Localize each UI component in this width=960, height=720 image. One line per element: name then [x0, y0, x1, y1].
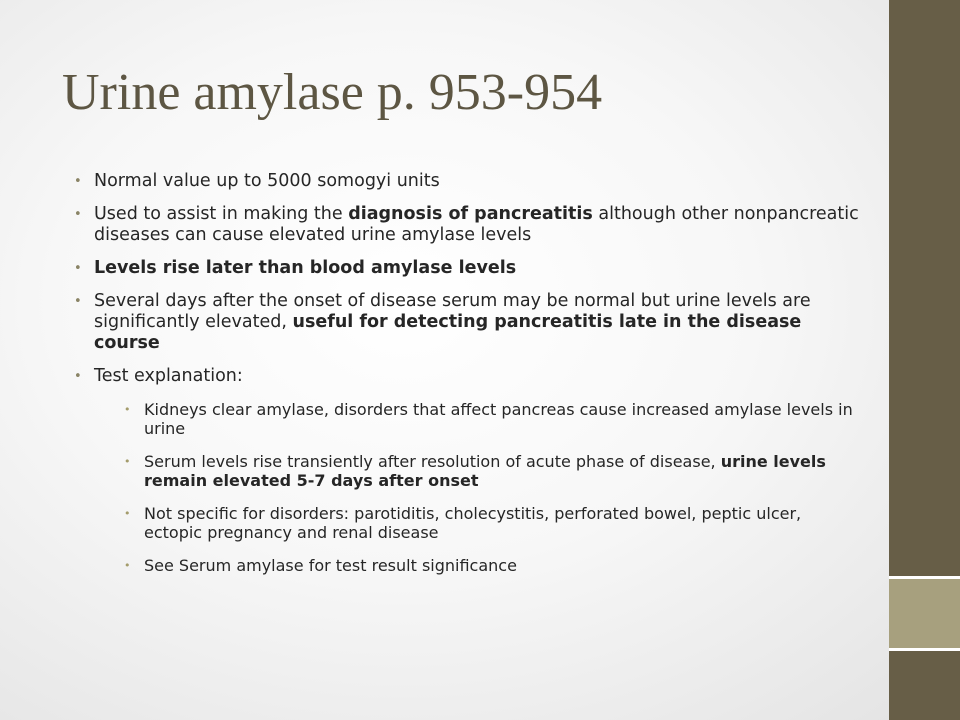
bullet-marker: • [74, 174, 82, 189]
sub-bullet-marker: • [124, 559, 131, 572]
bullet-text-bold: diagnosis of pancreatitis [348, 204, 593, 224]
bullet-text: Test explanation: [94, 366, 243, 386]
bullet-text: although other nonpancreatic diseases can cause elevated urine amylase levels [94, 204, 859, 245]
side-bar-middle-segment [889, 579, 960, 648]
bullet-item [74, 258, 864, 279]
bullet-text-bold: Levels rise later than blood amylase levels [94, 258, 517, 278]
side-bar-top-segment [889, 0, 960, 576]
bullet-text: Normal value up to 5000 somogyi units [94, 171, 440, 191]
bullet-marker: • [74, 369, 82, 384]
bullet-text: Used to assist in making the [94, 204, 349, 224]
bullet-item [74, 366, 864, 387]
slide-title: Urine amylase p. 953-954 [62, 64, 603, 121]
sub-bullet-text: Serum levels rise transiently after resolution of acute phase of disease, [144, 452, 721, 471]
sub-bullet-text: Not specific for disorders: parotiditis, cholecystitis, perforated bowel, peptic ulcer, ectopic pregnancy and renal disease [144, 504, 802, 542]
sub-bullet-list [74, 400, 864, 575]
sub-bullet-text-bold: urine levels remain elevated 5-7 days after onset [144, 452, 826, 490]
bullet-text: Several days after the onset of disease serum may be normal but urine levels are significantly elevated, [94, 291, 811, 332]
sub-bullet-item [124, 400, 864, 438]
sub-bullet-item [124, 504, 864, 542]
sub-bullet-marker: • [124, 455, 131, 468]
bullet-text-bold: useful for detecting pancreatitis late in the disease course [94, 312, 802, 353]
bullet-item [74, 204, 864, 246]
sub-bullet-marker: • [124, 403, 131, 416]
sub-bullet-text: See Serum amylase for test result significance [144, 556, 517, 575]
sub-bullet-item [124, 452, 864, 490]
decorative-side-bar [889, 0, 960, 720]
sub-bullet-marker: • [124, 507, 131, 520]
bullet-marker: • [74, 207, 82, 222]
sub-bullet-text: Kidneys clear amylase, disorders that affect pancreas cause increased amylase levels in urine [144, 400, 853, 438]
bullet-marker: • [74, 261, 82, 276]
bullet-marker: • [74, 294, 82, 309]
side-bar-bottom-segment [889, 651, 960, 720]
bullet-item [74, 171, 864, 192]
bullet-list [74, 171, 864, 589]
sub-bullet-item [124, 556, 864, 575]
bullet-item [74, 291, 864, 354]
